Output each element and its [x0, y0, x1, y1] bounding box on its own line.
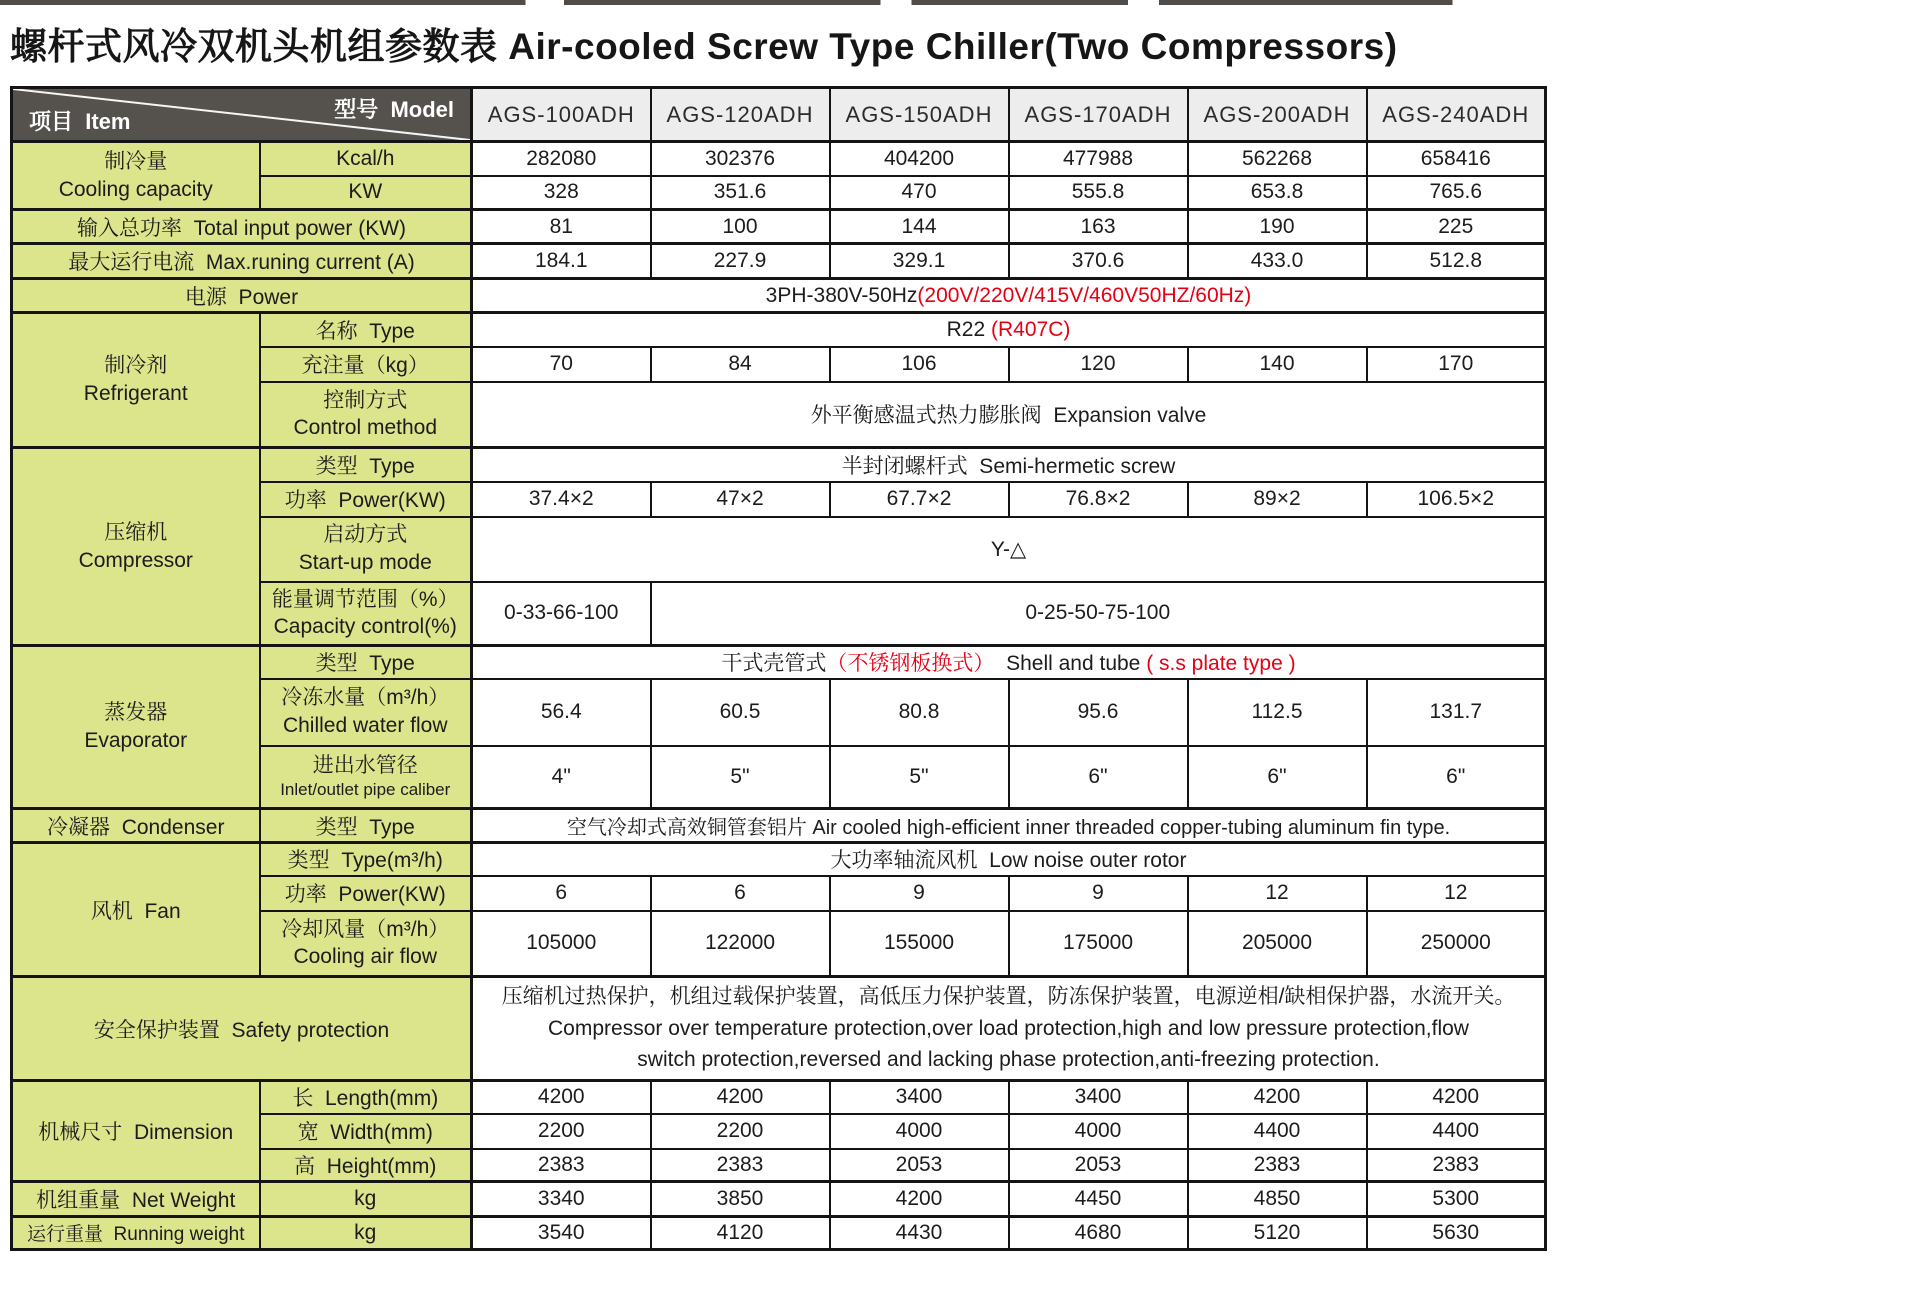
refrigerant-charge-label: 充注量（kg）: [260, 347, 472, 382]
cooling-capacity-kcal-val-5: 658416: [1367, 142, 1546, 176]
total-input-power-val-4: 190: [1188, 210, 1367, 244]
cooling-capacity-kcal: [12, 142, 1546, 176]
dimension-width-label: 宽 Width(mm): [260, 1114, 472, 1149]
refrigerant-charge-val-0: 70: [472, 347, 651, 382]
evaporator-chilled-water-flow-val-5: 131.7: [1367, 679, 1546, 746]
cooling-capacity-kw-val-0: 328: [472, 176, 651, 210]
net-weight-unit: kg: [260, 1181, 472, 1216]
max-running-current-val-1: 227.9: [651, 244, 830, 279]
net-weight-val-5: 5300: [1367, 1181, 1546, 1216]
dimension-height-label: 高 Height(mm): [260, 1149, 472, 1182]
compressor-power-val-5: 106.5×2: [1367, 482, 1546, 517]
total-input-power-label: 输入总功率 Total input power (KW): [12, 210, 472, 244]
max-running-current-val-0: 184.1: [472, 244, 651, 279]
model-header-AGS-170ADH: AGS-170ADH: [1009, 88, 1188, 142]
compressor-capacity-value-1: 0-33-66-100: [472, 582, 651, 646]
compressor-power-val-0: 37.4×2: [472, 482, 651, 517]
net-weight-val-1: 3850: [651, 1181, 830, 1216]
evaporator-chilled-water-flow-val-0: 56.4: [472, 679, 651, 746]
fan-cooling-air-flow-val-2: 155000: [830, 911, 1009, 977]
compressor-type-value: 半封闭螺杆式 Semi-hermetic screw: [472, 448, 1546, 482]
fan-cooling-air-flow-val-4: 205000: [1188, 911, 1367, 977]
cooling-capacity-kcal-unit: Kcal/h: [260, 142, 472, 176]
safety-protection: [12, 977, 1546, 1081]
net-weight-val-2: 4200: [830, 1181, 1009, 1216]
model-header-AGS-150ADH: AGS-150ADH: [830, 88, 1009, 142]
model-header-row: [12, 88, 1546, 142]
refrigerant-charge-val-1: 84: [651, 347, 830, 382]
page-title: 螺杆式风冷双机头机组参数表 Air-cooled Screw Type Chiller(Two Compressors): [10, 26, 1398, 67]
running-weight-val-3: 4680: [1009, 1216, 1188, 1249]
cooling-capacity-kw-val-3: 555.8: [1009, 176, 1188, 210]
running-weight-label: 运行重量 Running weight: [12, 1216, 260, 1249]
total-input-power-val-0: 81: [472, 210, 651, 244]
refrigerant-label: 制冷剂 Refrigerant: [12, 313, 260, 448]
fan-label: 风机 Fan: [12, 843, 260, 977]
cooling-capacity-kw-val-1: 351.6: [651, 176, 830, 210]
running-weight-val-5: 5630: [1367, 1216, 1546, 1249]
compressor-type-label: 类型 Type: [260, 448, 472, 482]
safety-protection-label: 安全保护装置 Safety protection: [12, 977, 472, 1081]
fan-power-val-2: 9: [830, 876, 1009, 911]
dimension-height-val-0: 2383: [472, 1149, 651, 1182]
dimension-width-val-2: 4000: [830, 1114, 1009, 1149]
refrigerant-charge-val-2: 106: [830, 347, 1009, 382]
dimension-height-val-5: 2383: [1367, 1149, 1546, 1182]
running-weight-val-4: 5120: [1188, 1216, 1367, 1249]
evaporator-pipe-caliber-val-1: 5": [651, 746, 830, 809]
evaporator-pipe-caliber-val-3: 6": [1009, 746, 1188, 809]
condenser-type-value: 空气冷却式高效铜管套铝片 Air cooled high-efficient inner threaded copper-tubing aluminum fin type.: [472, 809, 1546, 843]
condenser-type: [12, 809, 1546, 843]
dimension-length-val-4: 4200: [1188, 1081, 1367, 1114]
dimension-length-val-5: 4200: [1367, 1081, 1546, 1114]
compressor-capacity-label: 能量调节范围（%） Capacity control(%): [260, 582, 472, 646]
running-weight-val-1: 4120: [651, 1216, 830, 1249]
fan-air-flow-label: 冷却风量（m³/h） Cooling air flow: [260, 911, 472, 977]
fan-cooling-air-flow-val-0: 105000: [472, 911, 651, 977]
fan-power-val-0: 6: [472, 876, 651, 911]
net-weight-val-3: 4450: [1009, 1181, 1188, 1216]
dimension-length-label: 长 Length(mm): [260, 1081, 472, 1114]
fan-type: [12, 843, 1546, 876]
compressor-startup-label: 启动方式 Start-up mode: [260, 517, 472, 582]
model-header-AGS-120ADH: AGS-120ADH: [651, 88, 830, 142]
evaporator-type: [12, 646, 1546, 679]
evaporator-water-flow-label: 冷冻水量（m³/h） Chilled water flow: [260, 679, 472, 746]
item-header-label: 项目 Item: [29, 109, 131, 134]
refrigerant-charge-val-3: 120: [1009, 347, 1188, 382]
evaporator-pipe-caliber-val-2: 5": [830, 746, 1009, 809]
compressor-capacity-value-2: 0-25-50-75-100: [651, 582, 1546, 646]
fan-type-value: 大功率轴流风机 Low noise outer rotor: [472, 843, 1546, 876]
model-header-label: 型号 Model: [334, 97, 454, 122]
cooling-capacity-kw-val-5: 765.6: [1367, 176, 1546, 210]
fan-cooling-air-flow-val-3: 175000: [1009, 911, 1188, 977]
dimension-height-val-2: 2053: [830, 1149, 1009, 1182]
model-header-AGS-240ADH: AGS-240ADH: [1367, 88, 1546, 142]
dimension-height-val-1: 2383: [651, 1149, 830, 1182]
dimension-length-val-0: 4200: [472, 1081, 651, 1114]
fan-power-val-5: 12: [1367, 876, 1546, 911]
dimension-label: 机械尺寸 Dimension: [12, 1081, 260, 1182]
evaporator-pipe-caliber-val-0: 4": [472, 746, 651, 809]
evaporator-type-value: 干式壳管式（不锈钢板换式） Shell and tube ( s.s plate type ): [472, 646, 1546, 679]
dimension-height-val-3: 2053: [1009, 1149, 1188, 1182]
dimension-length-val-2: 3400: [830, 1081, 1009, 1114]
cooling-capacity-label: 制冷量 Cooling capacity: [12, 142, 260, 210]
refrigerant-type-label: 名称 Type: [260, 313, 472, 347]
compressor-power-val-1: 47×2: [651, 482, 830, 517]
net-weight: [12, 1181, 1546, 1216]
dimension-length: [12, 1081, 1546, 1114]
compressor-power-val-4: 89×2: [1188, 482, 1367, 517]
power-supply-label: 电源 Power: [12, 279, 472, 313]
net-weight-val-4: 4850: [1188, 1181, 1367, 1216]
cooling-capacity-kcal-val-4: 562268: [1188, 142, 1367, 176]
fan-cooling-air-flow-val-5: 250000: [1367, 911, 1546, 977]
cooling-capacity-kw-val-4: 653.8: [1188, 176, 1367, 210]
dimension-length-val-1: 4200: [651, 1081, 830, 1114]
compressor-type: [12, 448, 1546, 482]
refrigerant-type-value: R22 (R407C): [472, 313, 1546, 347]
dimension-height-val-4: 2383: [1188, 1149, 1367, 1182]
condenser-label: 冷凝器 Condenser: [12, 809, 260, 843]
fan-type-label: 类型 Type(m³/h): [260, 843, 472, 876]
evaporator-chilled-water-flow-val-2: 80.8: [830, 679, 1009, 746]
total-input-power: [12, 210, 1546, 244]
compressor-power-val-2: 67.7×2: [830, 482, 1009, 517]
compressor-startup-value: Y-△: [472, 517, 1546, 582]
fan-power-label: 功率 Power(KW): [260, 876, 472, 911]
max-running-current: [12, 244, 1546, 279]
total-input-power-val-3: 163: [1009, 210, 1188, 244]
scan-artifact: [0, 0, 1545, 5]
condenser-type-label: 类型 Type: [260, 809, 472, 843]
max-running-current-val-3: 370.6: [1009, 244, 1188, 279]
dimension-width-val-0: 2200: [472, 1114, 651, 1149]
fan-power-val-4: 12: [1188, 876, 1367, 911]
evaporator-chilled-water-flow-val-4: 112.5: [1188, 679, 1367, 746]
evaporator-type-label: 类型 Type: [260, 646, 472, 679]
power-supply: [12, 279, 1546, 313]
evaporator-chilled-water-flow-val-1: 60.5: [651, 679, 830, 746]
compressor-label: 压缩机 Compressor: [12, 448, 260, 646]
power-supply-value: 3PH-380V-50Hz(200V/220V/415V/460V50HZ/60Hz): [472, 279, 1546, 313]
refrigerant-control-value: 外平衡感温式热力膨胀阀 Expansion valve: [472, 382, 1546, 448]
evaporator-pipe-label: 进出水管径 Inlet/outlet pipe caliber: [260, 746, 472, 809]
running-weight: [12, 1216, 1546, 1249]
total-input-power-val-2: 144: [830, 210, 1009, 244]
model-header-AGS-100ADH: AGS-100ADH: [472, 88, 651, 142]
evaporator-label: 蒸发器 Evaporator: [12, 646, 260, 809]
refrigerant-charge-val-4: 140: [1188, 347, 1367, 382]
fan-cooling-air-flow-val-1: 122000: [651, 911, 830, 977]
max-running-current-val-4: 433.0: [1188, 244, 1367, 279]
diagonal-header-cell: [12, 88, 472, 142]
running-weight-val-0: 3540: [472, 1216, 651, 1249]
cooling-capacity-kcal-val-2: 404200: [830, 142, 1009, 176]
compressor-power-label: 功率 Power(KW): [260, 482, 472, 517]
net-weight-label: 机组重量 Net Weight: [12, 1181, 260, 1216]
dimension-width-val-4: 4400: [1188, 1114, 1367, 1149]
max-running-current-label: 最大运行电流 Max.runing current (A): [12, 244, 472, 279]
cooling-capacity-kcal-val-3: 477988: [1009, 142, 1188, 176]
compressor-power-val-3: 76.8×2: [1009, 482, 1188, 517]
max-running-current-val-5: 512.8: [1367, 244, 1546, 279]
cooling-capacity-kcal-val-0: 282080: [472, 142, 651, 176]
total-input-power-val-5: 225: [1367, 210, 1546, 244]
net-weight-val-0: 3340: [472, 1181, 651, 1216]
refrigerant-type: [12, 313, 1546, 347]
fan-power-val-3: 9: [1009, 876, 1188, 911]
dimension-width-val-5: 4400: [1367, 1114, 1546, 1149]
running-weight-val-2: 4430: [830, 1216, 1009, 1249]
dimension-width-val-3: 4000: [1009, 1114, 1188, 1149]
running-weight-unit: kg: [260, 1216, 472, 1249]
evaporator-pipe-caliber-val-5: 6": [1367, 746, 1546, 809]
evaporator-chilled-water-flow-val-3: 95.6: [1009, 679, 1188, 746]
max-running-current-val-2: 329.1: [830, 244, 1009, 279]
cooling-capacity-kw-unit: KW: [260, 176, 472, 210]
cooling-capacity-kcal-val-1: 302376: [651, 142, 830, 176]
spec-table: [10, 86, 1547, 1251]
dimension-length-val-3: 3400: [1009, 1081, 1188, 1114]
safety-protection-value: 压缩机过热保护，机组过载保护装置，高低压力保护装置，防冻保护装置，电源逆相/缺相保护器，水流开关。 Compressor over temperature protection,over load protection,high and low pressure protection,flow switch protection,reversed and lacking phase protection,anti-freezing protection.: [472, 977, 1546, 1081]
cooling-capacity-kw-val-2: 470: [830, 176, 1009, 210]
total-input-power-val-1: 100: [651, 210, 830, 244]
model-header-AGS-200ADH: AGS-200ADH: [1188, 88, 1367, 142]
fan-power-val-1: 6: [651, 876, 830, 911]
refrigerant-charge-val-5: 170: [1367, 347, 1546, 382]
refrigerant-control-label: 控制方式 Control method: [260, 382, 472, 448]
evaporator-pipe-caliber-val-4: 6": [1188, 746, 1367, 809]
dimension-width-val-1: 2200: [651, 1114, 830, 1149]
